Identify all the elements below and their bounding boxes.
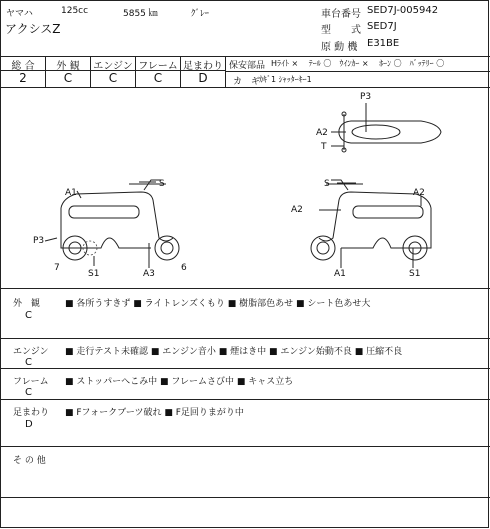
callout-right-s1: S1: [409, 269, 421, 279]
section-suspension-label: 足まわり: [13, 408, 50, 418]
grade-header-engine: エンジン: [93, 61, 133, 72]
equipment-label: 保安部品: [229, 61, 266, 71]
section-exterior-grade: C: [25, 310, 32, 321]
callout-right-a1: A1: [334, 269, 346, 279]
frame-number-value: SED7J-005942: [367, 5, 439, 16]
engine-model-label: 原 動 機: [321, 42, 358, 53]
callout-left-s: S: [159, 179, 165, 189]
section-engine-notes: ■ 走行テスト未確認 ■ エンジン音小 ■ 煙はき中 ■ エンジン始動不良 ■ 圧縮不良: [65, 344, 402, 357]
callout-top-a2: A2: [316, 128, 328, 138]
section-exterior-notes: ■ 各所うすきず ■ ライトレンズくもり ■ 樹脂部色あせ ■ シート色あせ大: [65, 296, 370, 309]
callout-top-t: T: [321, 142, 327, 152]
frame-number-label: 車台番号: [321, 9, 361, 20]
grade-overall: 2: [19, 71, 27, 85]
section-exterior-label: 外 観: [13, 299, 41, 309]
model-type-label: 型 式: [321, 25, 361, 36]
color: ｸﾞﾚｰ: [191, 9, 210, 19]
grade-suspension: D: [198, 71, 208, 85]
callout-left-7: 7: [54, 263, 60, 273]
grade-engine: C: [108, 71, 118, 85]
model-type-value: SED7J: [367, 21, 397, 32]
grade-header-exterior: 外 観: [56, 61, 80, 72]
section-other-label: そ の 他: [13, 456, 46, 466]
section-frame-notes: ■ ストッパーへこみ中 ■ フレームさび中 ■ キャス立ち: [65, 374, 293, 387]
engine-model-value: E31BE: [367, 38, 400, 49]
grade-exterior: C: [63, 71, 73, 85]
grade-frame: C: [153, 71, 163, 85]
mileage: 5855 ㎞: [123, 9, 158, 19]
callout-left-6: 6: [181, 263, 187, 273]
grade-header-overall: 総 合: [11, 61, 35, 72]
section-frame-grade: C: [25, 387, 32, 398]
section-engine-label: エンジン: [13, 347, 49, 357]
callout-left-a3: A3: [143, 269, 155, 279]
equipment-items: Hﾗｲﾄ × ﾃｰﾙ 〇 ｳｲﾝｶｰ × ﾎｰﾝ 〇 ﾊﾞｯﾃﾘｰ 〇: [271, 59, 445, 68]
displacement: 125cc: [61, 6, 89, 16]
callout-left-a1: A1: [65, 188, 77, 198]
callout-right-s: S: [324, 179, 330, 189]
scooter-top-view: [331, 103, 441, 152]
maker: ヤマハ: [6, 9, 33, 19]
section-engine-grade: C: [25, 357, 32, 368]
key-value: ｶｷﾞ1 ｼｬｯﾀｰｷｰ1: [259, 75, 312, 84]
section-frame-label: フレーム: [13, 377, 49, 387]
callout-right-a2-front: A2: [291, 205, 303, 215]
callout-left-p3: P3: [33, 236, 45, 246]
callout-right-a2-rear: A2: [413, 188, 425, 198]
section-suspension-grade: D: [25, 419, 33, 430]
callout-left-s1: S1: [88, 269, 100, 279]
key-label: カ ギ: [233, 77, 261, 87]
callout-top-p3: P3: [360, 92, 372, 102]
grade-header-frame: フレーム: [138, 61, 178, 72]
grade-header-suspension: 足まわり: [183, 61, 223, 72]
section-suspension-notes: ■ Fフォークブーツ破れ ■ F足回りまがり中: [65, 405, 244, 418]
model-name: アクシスZ: [5, 22, 61, 36]
